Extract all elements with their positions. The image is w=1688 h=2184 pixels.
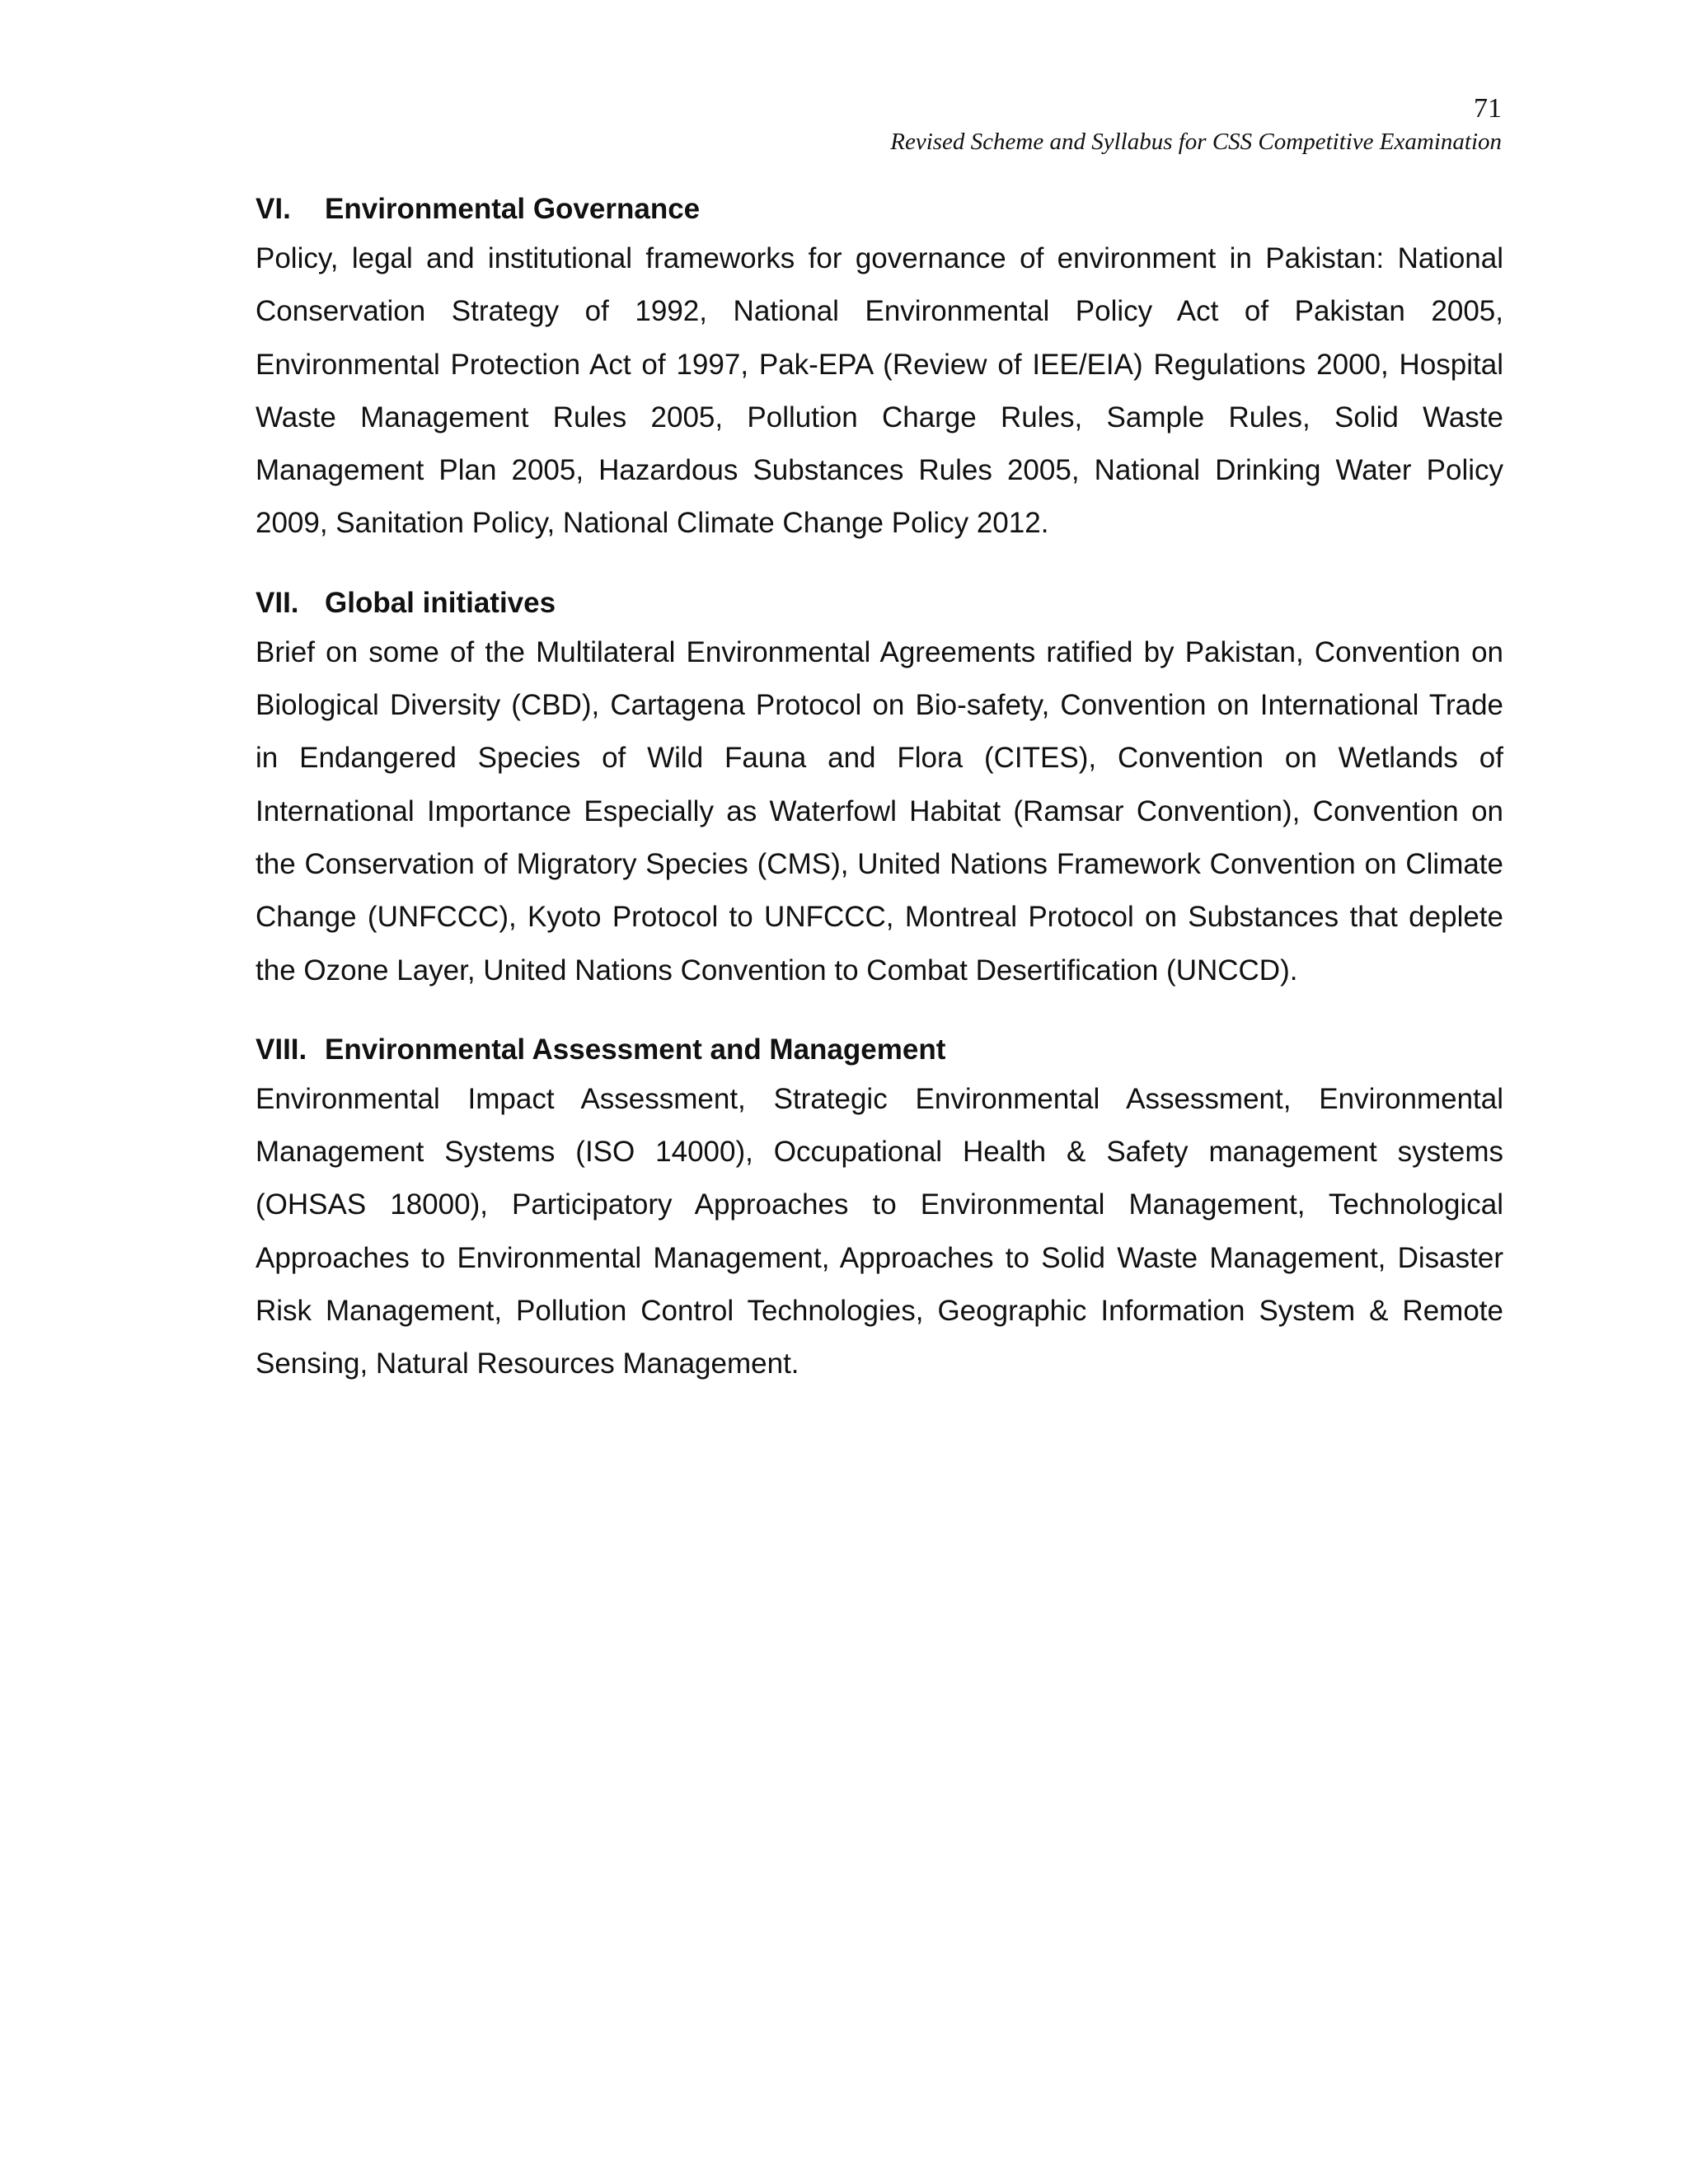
section-heading [256,186,1503,232]
document-body [256,186,1503,1421]
section-number: VIII. [256,1033,307,1066]
section-heading [256,580,1503,626]
section-title: Environmental Governance [325,193,701,225]
section-environmental-assessment [256,1027,1503,1391]
section-title: Environmental Assessment and Management [325,1033,946,1066]
section-paragraph: Environmental Impact Assessment, Strategic Environmental Assessment, Environmental Management Systems (ISO 14000), Occupational Health & Safety management systems (OHSAS 18000), Participatory Approaches to Environmental Management, Technological Approaches to Environmental Management, Approaches to Solid Waste Management, Disaster Risk Management, Pollution Control Technologies, Geographic Information System & Remote Sensing, Natural Resources Management. [256,1082,1503,1380]
section-environmental-governance [256,186,1503,551]
section-title: Global initiatives [325,586,556,619]
section-paragraph: Policy, legal and institutional frameworks for governance of environment in Pakistan: National Conservation Strategy of 1992, National Environmental Policy Act of Pakistan 2005, Environmental Protection Act of 1997, Pak-EPA (Review of IEE/EIA) Regulations 2000, Hospital Waste Management Rules 2005, Pollution Charge Rules, Sample Rules, Solid Waste Management Plan 2005, Hazardous Substances Rules 2005, National Drinking Water Policy 2009, Sanitation Policy, National Climate Change Policy 2012. [256,242,1503,540]
page-number: 71 [1474,93,1502,124]
section-number: VII. [256,586,299,619]
section-paragraph: Brief on some of the Multilateral Environmental Agreements ratified by Pakistan, Convention on Biological Diversity (CBD), Cartagena Protocol on Bio-safety, Convention on International Trade in Endangered Species of Wild Fauna and Flora (CITES), Convention on Wetlands of International Importance Especially as Waterfowl Habitat (Ramsar Convention), Convention on the Conservation of Migratory Species (CMS), United Nations Framework Convention on Climate Change (UNFCCC), Kyoto Protocol to UNFCCC, Montreal Protocol on Substances that deplete the Ozone Layer, United Nations Convention to Combat Desertification (UNCCD). [256,635,1503,987]
section-heading [256,1027,1503,1073]
running-header: Revised Scheme and Syllabus for CSS Competitive Examination [890,129,1502,155]
section-global-initiatives [256,580,1503,997]
section-number: VI. [256,193,291,225]
